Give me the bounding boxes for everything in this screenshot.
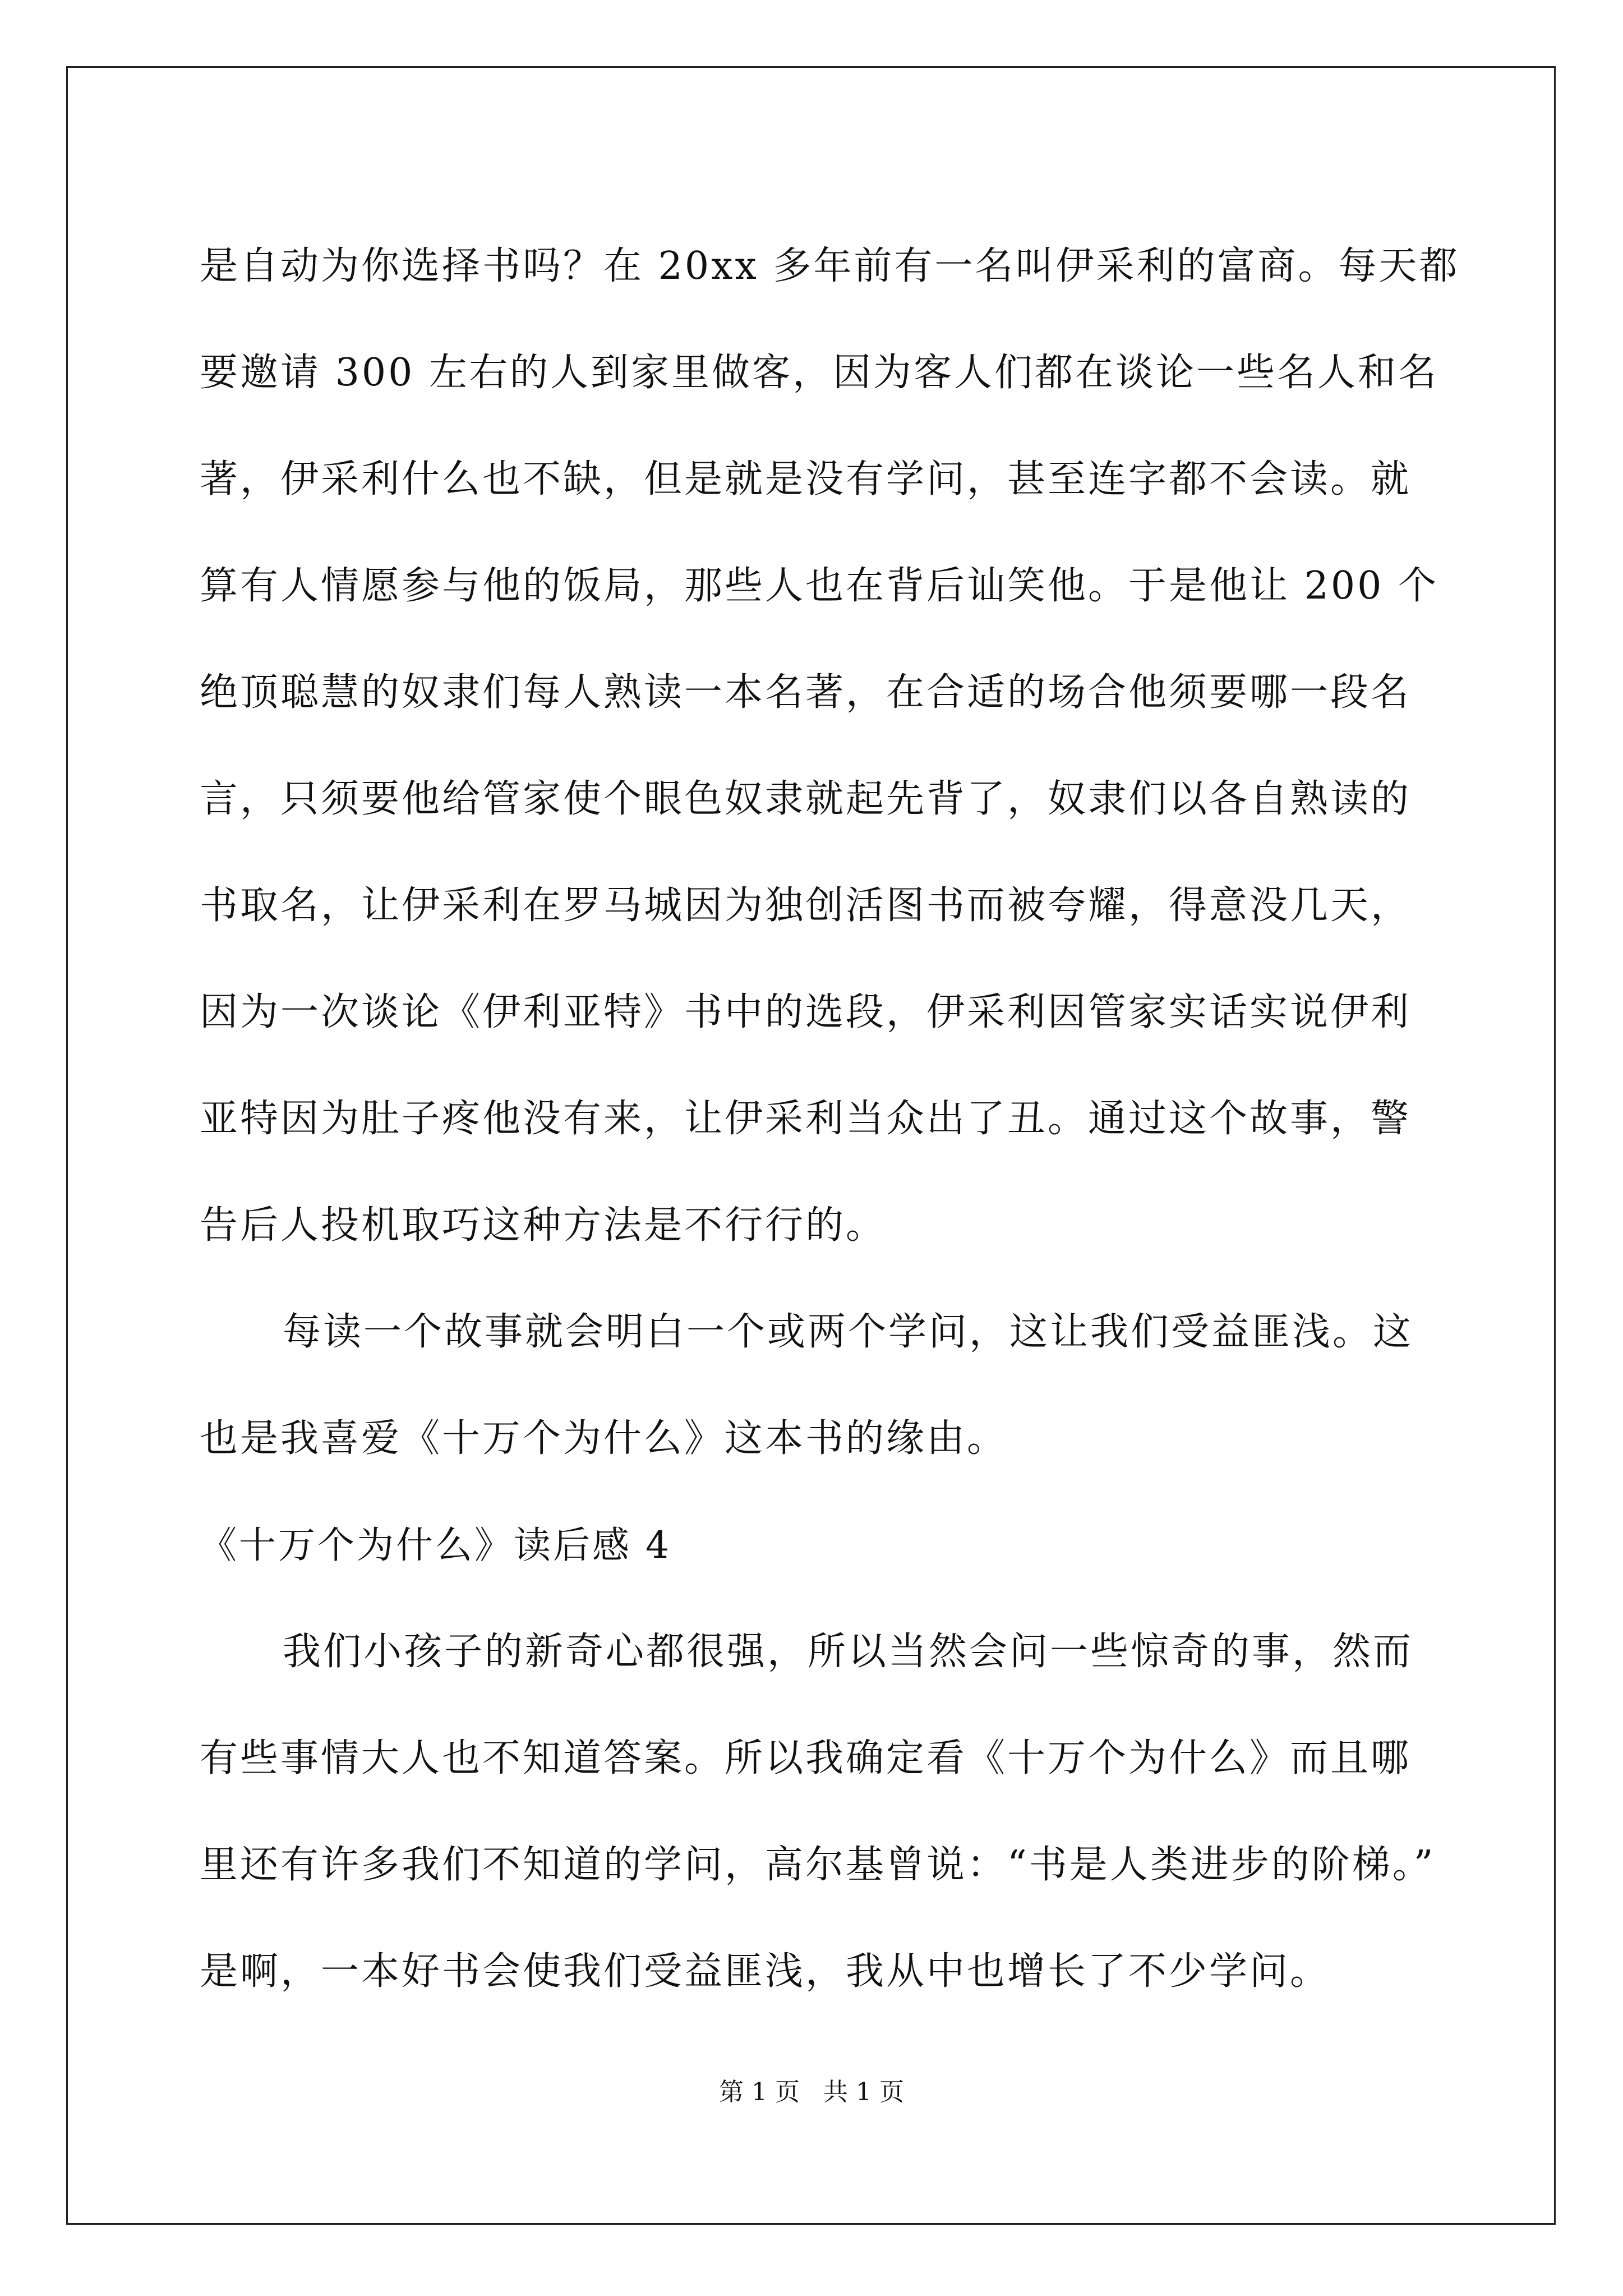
text-line: 著，伊采利什么也不缺，但是就是没有学问，甚至连字都不会读。就 xyxy=(200,457,1412,501)
text-line: 言，只须要他给管家使个眼色奴隶就起先背了，奴隶们以各自熟读的 xyxy=(200,777,1412,821)
paragraph-1 xyxy=(200,213,1460,1279)
paragraph-3 xyxy=(200,1599,1436,2025)
text-line: 是啊，一本好书会使我们受益匪浅，我从中也增长了不少学问。 xyxy=(200,1949,1331,1994)
document-body xyxy=(200,213,1460,2025)
text-line: 亚特因为肚子疼他没有来，让伊采利当众出了丑。通过这个故事，警 xyxy=(200,1097,1412,1141)
page-number-footer: 第 1 页 共 1 页 xyxy=(719,2078,904,2106)
text-line: 书取名，让伊采利在罗马城因为独创活图书而被夸耀，得意没几天， xyxy=(200,884,1412,928)
text-line: 里还有许多我们不知道的学问，高尔基曾说：“书是人类进步的阶梯。” xyxy=(200,1843,1436,1887)
text-line: 也是我喜爱《十万个为什么》这本书的缘由。 xyxy=(200,1416,1008,1461)
text-line: 我们小孩子的新奇心都很强，所以当然会问一些惊奇的事，然而 xyxy=(283,1630,1414,1674)
text-line: 要邀请 300 左右的人到家里做客，因为客人们都在谈论一些名人和名 xyxy=(200,351,1439,395)
text-line: 告后人投机取巧这种方法是不行行的。 xyxy=(200,1203,887,1248)
section-heading: 《十万个为什么》读后感 4 xyxy=(200,1524,671,1567)
text-line: 因为一次谈论《伊利亚特》书中的选段，伊采利因管家实话实说伊利 xyxy=(200,990,1412,1034)
text-line: 算有人情愿参与他的饭局，那些人也在背后讪笑他。于是他让 200 个 xyxy=(200,564,1439,608)
text-line: 绝顶聪慧的奴隶们每人熟读一本名著，在合适的场合他须要哪一段名 xyxy=(200,670,1412,715)
text-line: 是自动为你选择书吗？在 20xx 多年前有一名叫伊采利的富商。每天都 xyxy=(200,244,1460,288)
text-line: 每读一个故事就会明白一个或两个学问，这让我们受益匪浅。这 xyxy=(283,1310,1414,1354)
text-line: 有些事情大人也不知道答案。所以我确定看《十万个为什么》而且哪 xyxy=(200,1736,1412,1780)
paragraph-2 xyxy=(200,1279,1428,1492)
